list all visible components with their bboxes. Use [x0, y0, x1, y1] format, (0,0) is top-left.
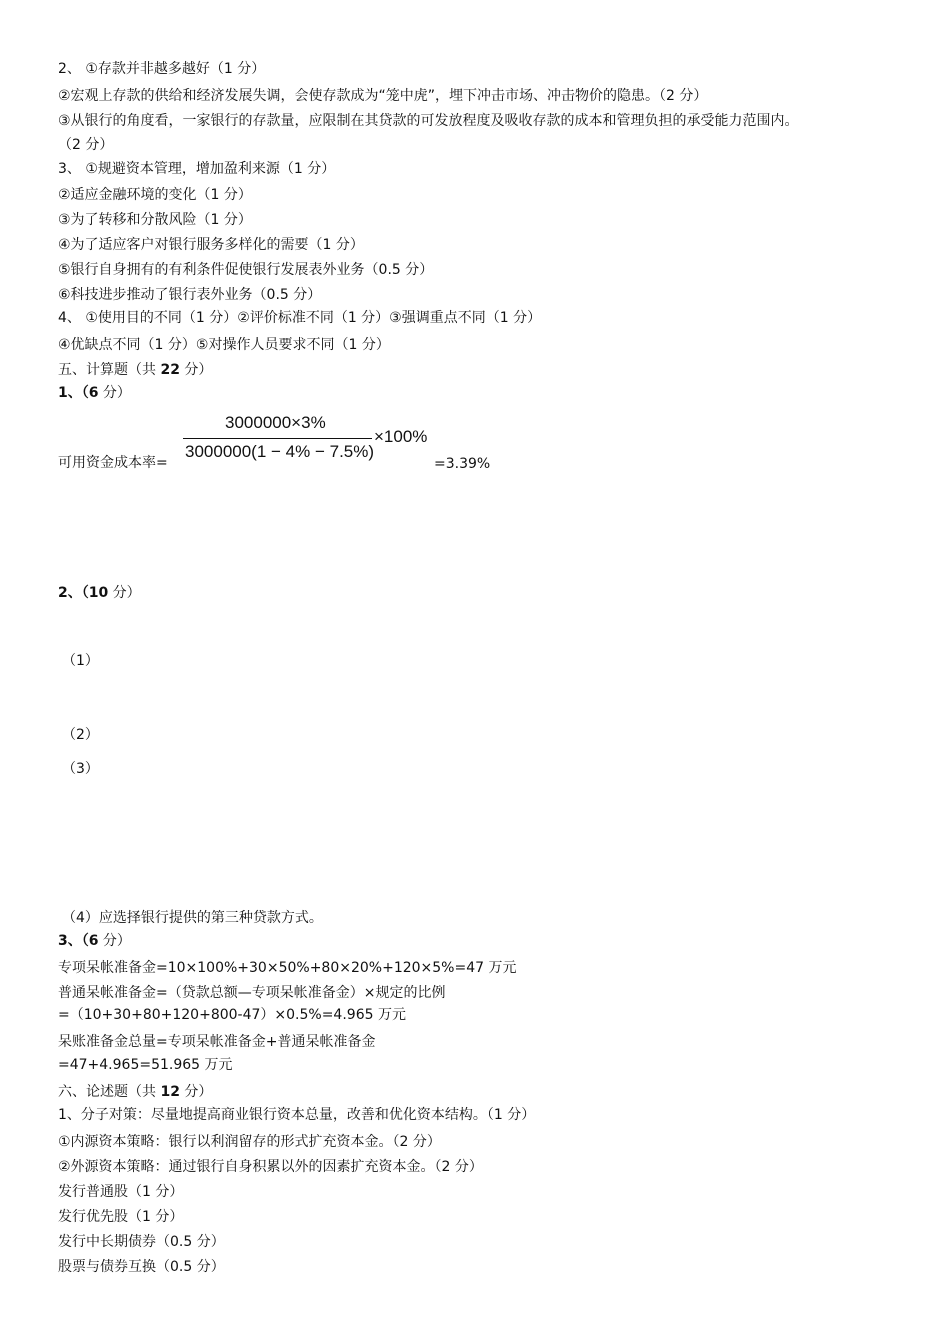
- text-line: 3、 ①规避资本管理，增加盈利来源（1 分）: [58, 161, 336, 177]
- question-tail: 分）: [108, 585, 141, 601]
- heading-text: 五、计算题（共: [58, 362, 161, 378]
- text-line: ④为了适应客户对银行服务多样化的需要（1 分）: [58, 237, 364, 253]
- text-line: 专项呆帐准备金=10×100%+30×50%+80×20%+120×5%=47 万元: [58, 960, 517, 976]
- fraction-bar: [183, 438, 372, 439]
- heading-text: 六、论述题（共: [58, 1084, 161, 1100]
- text-line: 股票与债券互换（0.5 分）: [58, 1259, 225, 1275]
- text-line: ②宏观上存款的供给和经济发展失调，会使存款成为“笼中虎”，埋下冲击市场、冲击物价的隐患。（2 分）: [58, 88, 708, 104]
- formula-multiplier: ×100%: [374, 427, 428, 446]
- text-line: （1）: [62, 653, 99, 669]
- cost-rate-formula: [183, 413, 433, 473]
- text-line: 发行优先股（1 分）: [58, 1209, 184, 1225]
- question-heading: [58, 384, 131, 402]
- formula-numerator: 3000000×3%: [225, 413, 326, 432]
- text-line: （4）应选择银行提供的第三种贷款方式。: [62, 910, 323, 926]
- section-heading: [58, 361, 212, 379]
- text-line: =（10+30+80+120+800-47）×0.5%=4.965 万元: [58, 1007, 406, 1023]
- question-number: 1、（6: [58, 385, 99, 401]
- question-tail: 分）: [98, 385, 131, 401]
- text-line: 呆账准备金总量=专项呆帐准备金+普通呆帐准备金: [58, 1034, 376, 1050]
- text-line: （3）: [62, 761, 99, 777]
- question-heading: [58, 584, 141, 602]
- text-line: 发行普通股（1 分）: [58, 1184, 184, 1200]
- heading-tail: 分）: [179, 1084, 213, 1100]
- text-line: ⑥科技进步推动了银行表外业务（0.5 分）: [58, 287, 322, 303]
- text-line: 1、分子对策：尽量地提高商业银行资本总量，改善和优化资本结构。（1 分）: [58, 1107, 536, 1123]
- formula-denominator: 3000000(1 − 4% − 7.5%): [185, 442, 375, 461]
- text-line: ⑤银行自身拥有的有利条件促使银行发展表外业务（0.5 分）: [58, 262, 434, 278]
- question-number: 2、（10: [58, 585, 109, 601]
- text-line: ③为了转移和分散风险（1 分）: [58, 212, 252, 228]
- text-line: ②外源资本策略：通过银行自身积累以外的因素扩充资本金。（2 分）: [58, 1159, 483, 1175]
- question-number: 3、（6: [58, 933, 99, 949]
- text-line: ①内源资本策略：银行以利润留存的形式扩充资本金。（2 分）: [58, 1134, 441, 1150]
- text-line: 2、 ①存款并非越多越好（1 分）: [58, 61, 266, 77]
- heading-tail: 分）: [179, 362, 213, 378]
- text-line: ④优缺点不同（1 分）⑤对操作人员要求不同（1 分）: [58, 337, 390, 353]
- formula-label: 可用资金成本率=: [58, 455, 168, 471]
- question-heading: [58, 932, 131, 950]
- text-line: （2 分）: [58, 137, 114, 153]
- text-line: 发行中长期债券（0.5 分）: [58, 1234, 225, 1250]
- heading-score: 22: [160, 362, 180, 378]
- text-line: =47+4.965=51.965 万元: [58, 1057, 233, 1073]
- text-line: （2）: [62, 727, 99, 743]
- text-line: ③从银行的角度看，一家银行的存款量，应限制在其贷款的可发放程度及吸收存款的成本和管理负担的承受能力范围内。: [58, 113, 799, 129]
- text-line: 4、 ①使用目的不同（1 分）②评价标准不同（1 分）③强调重点不同（1 分）: [58, 310, 542, 326]
- text-line: 普通呆帐准备金=（贷款总额—专项呆帐准备金）×规定的比例: [58, 985, 446, 1001]
- formula-result: =3.39%: [434, 456, 491, 472]
- section-heading: [58, 1083, 212, 1101]
- question-tail: 分）: [98, 933, 131, 949]
- text-line: ②适应金融环境的变化（1 分）: [58, 187, 252, 203]
- heading-score: 12: [160, 1084, 180, 1100]
